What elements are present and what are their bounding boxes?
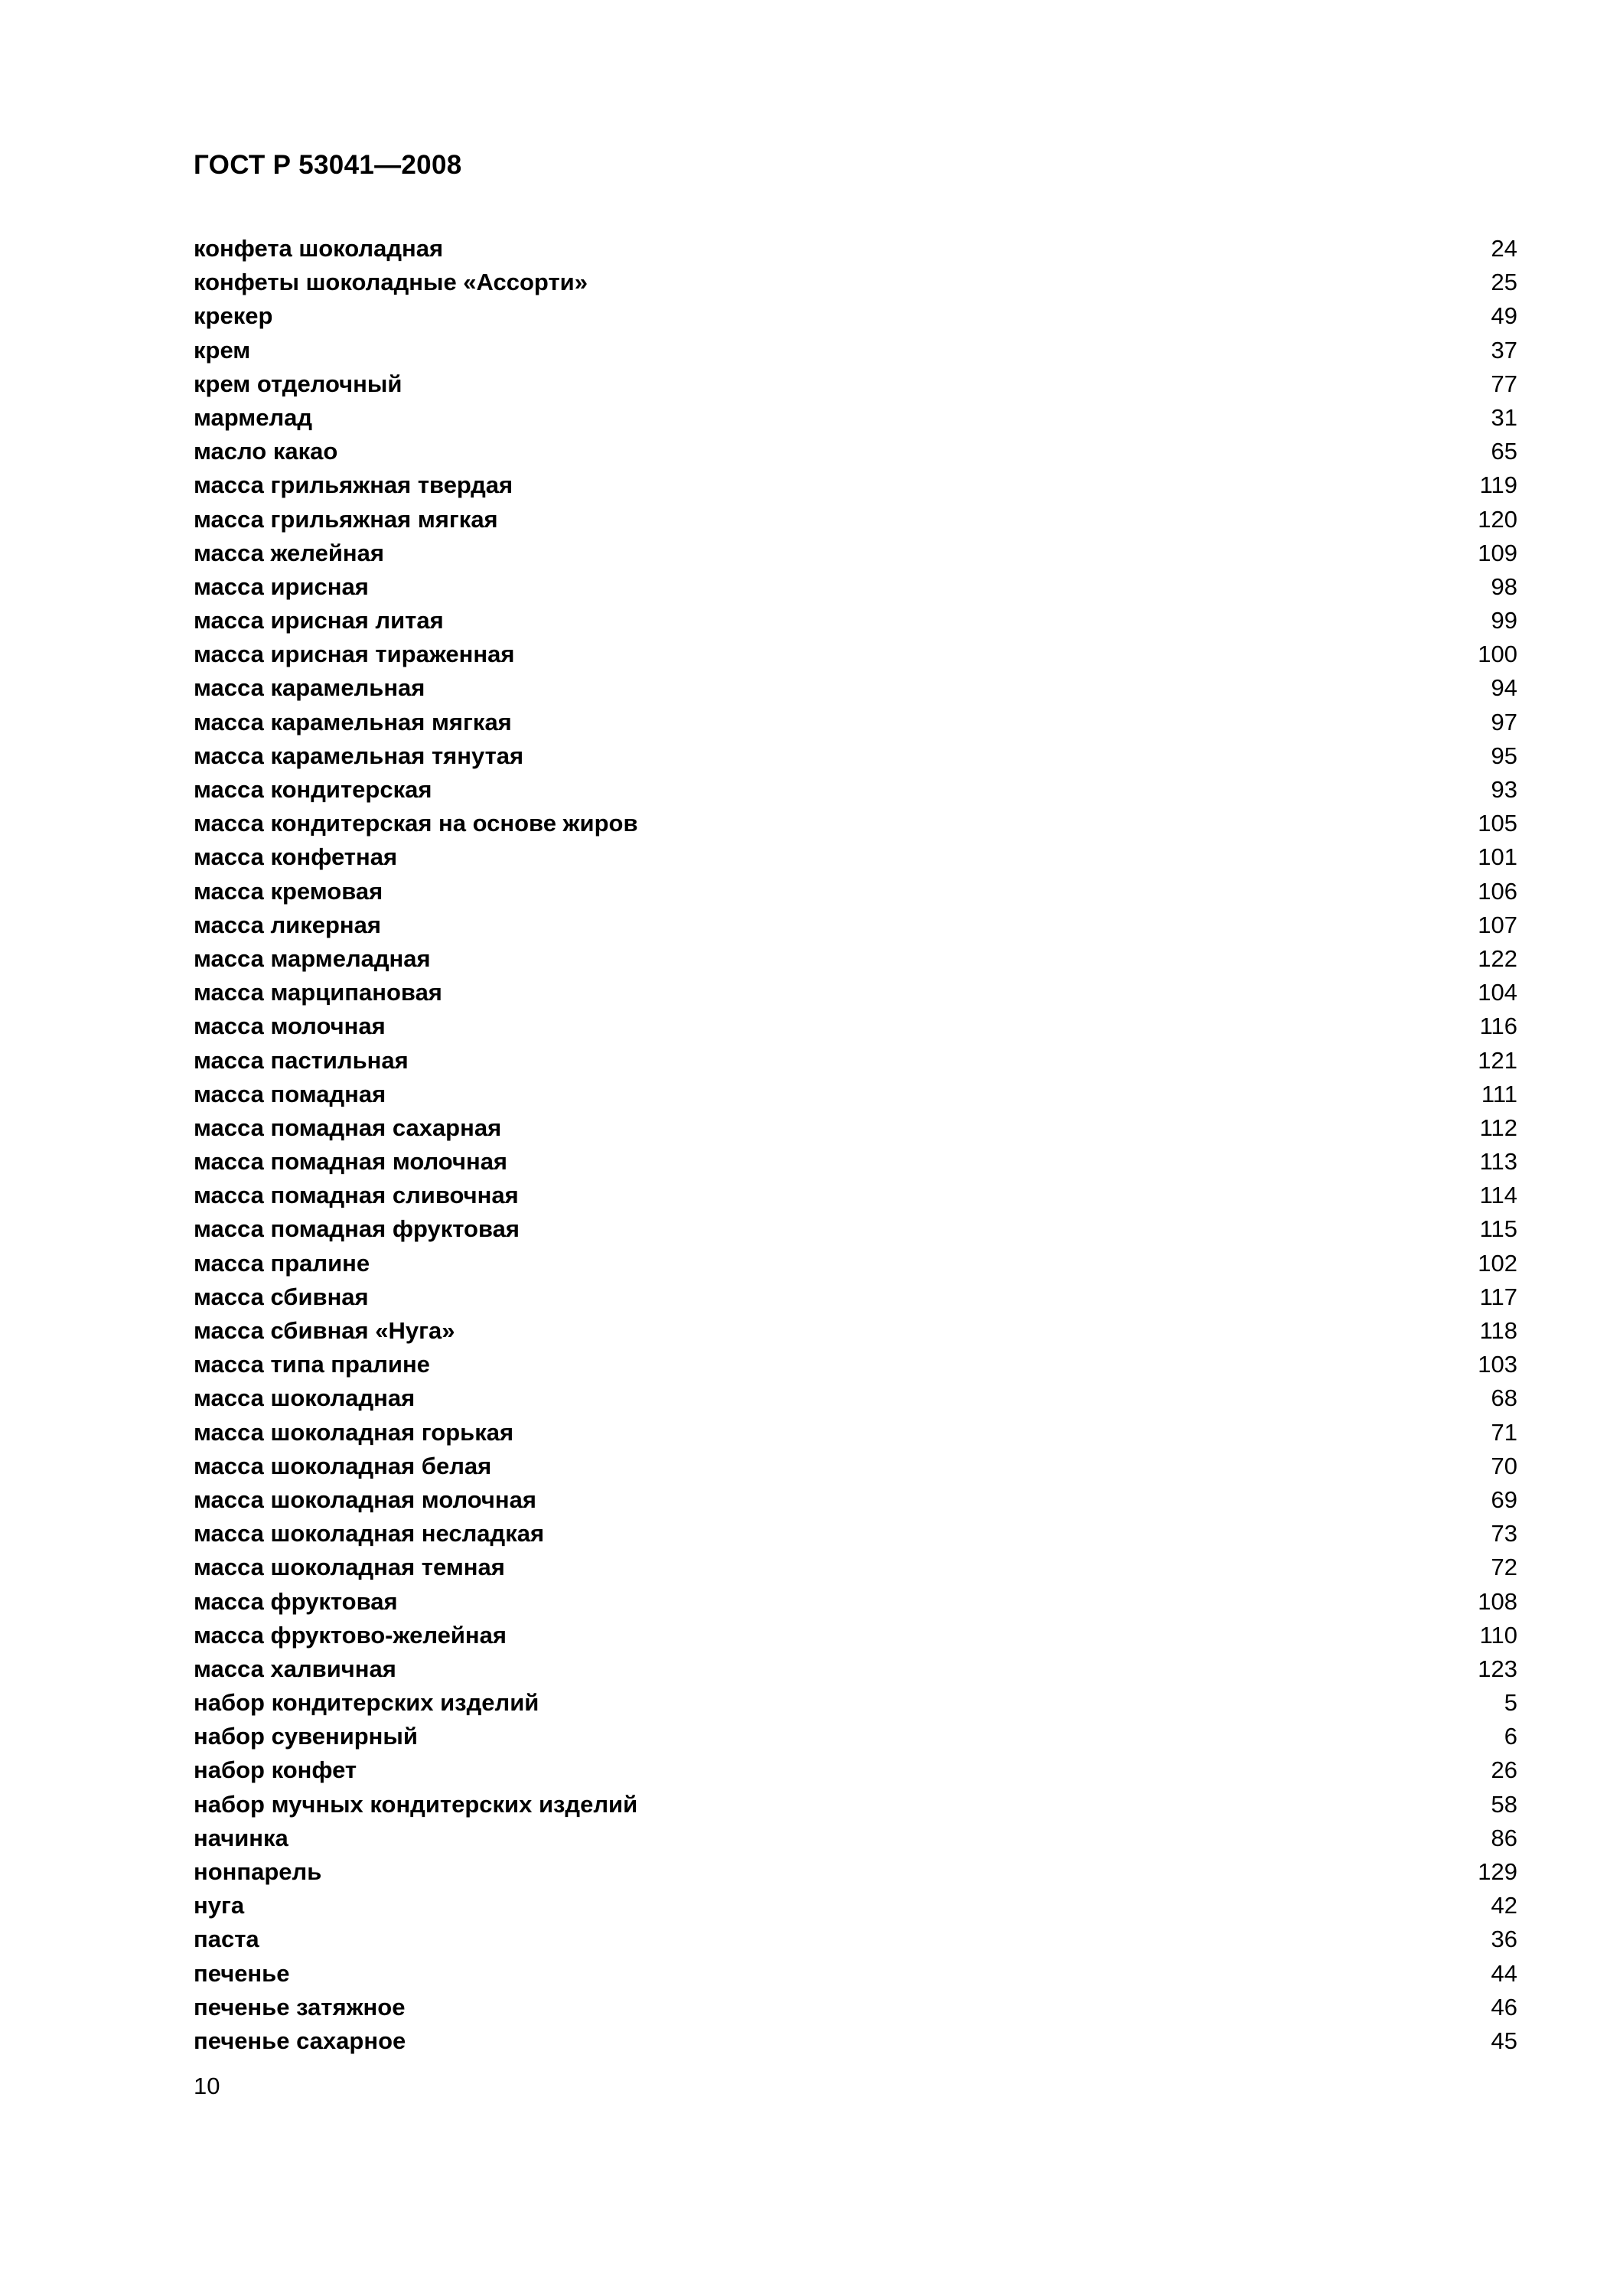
index-term-number: 121 xyxy=(1478,1046,1517,1074)
index-entry-row xyxy=(194,976,1517,1009)
index-term-number: 36 xyxy=(1491,1926,1517,1953)
index-term-number: 45 xyxy=(1491,2027,1517,2054)
index-term: мармелад xyxy=(194,403,313,431)
index-entry-row xyxy=(194,1179,1517,1212)
index-term-number: 117 xyxy=(1479,1283,1517,1310)
index-term: масса пастильная xyxy=(194,1046,409,1074)
index-entry-row xyxy=(194,1381,1517,1415)
index-term-number: 25 xyxy=(1491,269,1517,296)
index-term-number: 26 xyxy=(1491,1756,1517,1784)
term-index-list xyxy=(194,232,1517,2058)
index-term-number: 119 xyxy=(1479,471,1517,499)
index-entry-row xyxy=(194,1957,1517,1991)
index-term-number: 42 xyxy=(1491,1892,1517,1919)
index-term-number: 5 xyxy=(1504,1689,1517,1717)
index-term-number: 46 xyxy=(1491,1993,1517,2020)
index-term: масса кондитерская на основе жиров xyxy=(194,810,638,837)
index-term: масса фруктово-желейная xyxy=(194,1621,507,1649)
index-term-number: 113 xyxy=(1479,1148,1517,1176)
index-entry-row xyxy=(194,875,1517,908)
index-term-number: 24 xyxy=(1491,235,1517,262)
index-term-number: 101 xyxy=(1478,843,1517,871)
index-term: печенье xyxy=(194,1959,290,1987)
index-term: масса желейная xyxy=(194,539,384,566)
index-term-number: 86 xyxy=(1491,1824,1517,1851)
index-term-number: 58 xyxy=(1491,1790,1517,1818)
index-term-number: 77 xyxy=(1491,370,1517,397)
index-entry-row xyxy=(194,1078,1517,1111)
index-term: масса ирисная литая xyxy=(194,607,444,634)
index-entry-row xyxy=(194,671,1517,705)
index-term-number: 31 xyxy=(1491,403,1517,431)
index-term-number: 109 xyxy=(1478,539,1517,566)
index-term-number: 108 xyxy=(1478,1587,1517,1615)
index-term: крем xyxy=(194,336,251,364)
index-entry-row xyxy=(194,1753,1517,1787)
index-term: масса сбивная xyxy=(194,1283,369,1310)
index-entry-row xyxy=(194,1145,1517,1179)
index-entry-row xyxy=(194,638,1517,671)
index-term: масса карамельная тянутая xyxy=(194,742,524,769)
index-term: масса типа пралине xyxy=(194,1351,430,1378)
index-term-number: 100 xyxy=(1478,641,1517,668)
index-term-number: 98 xyxy=(1491,572,1517,600)
index-term-number: 69 xyxy=(1491,1486,1517,1513)
index-term-number: 95 xyxy=(1491,742,1517,769)
index-entry-row xyxy=(194,1889,1517,1923)
index-entry-row xyxy=(194,1247,1517,1280)
index-term-number: 120 xyxy=(1478,505,1517,533)
index-term-number: 118 xyxy=(1479,1317,1517,1344)
index-entry-row xyxy=(194,1280,1517,1314)
index-entry-row xyxy=(194,1111,1517,1145)
index-entry-row xyxy=(194,468,1517,502)
index-term: масса сбивная «Нуга» xyxy=(194,1317,455,1344)
index-entry-row xyxy=(194,299,1517,333)
index-term: набор сувенирный xyxy=(194,1723,418,1750)
index-term: масса ирисная тираженная xyxy=(194,641,515,668)
index-term: крекер xyxy=(194,302,273,330)
index-entry-row xyxy=(194,1720,1517,1753)
index-entry-row xyxy=(194,266,1517,299)
index-term-number: 65 xyxy=(1491,438,1517,465)
index-term: масса молочная xyxy=(194,1013,386,1040)
index-term-number: 37 xyxy=(1491,336,1517,364)
index-term-number: 107 xyxy=(1478,911,1517,938)
index-term: масса помадная сливочная xyxy=(194,1182,519,1209)
index-entry-row xyxy=(194,334,1517,367)
index-term-number: 114 xyxy=(1479,1182,1517,1209)
index-entry-row xyxy=(194,1517,1517,1551)
index-entry-row xyxy=(194,536,1517,570)
index-term-number: 112 xyxy=(1479,1114,1517,1141)
index-term-number: 70 xyxy=(1491,1452,1517,1479)
index-term-number: 103 xyxy=(1478,1351,1517,1378)
index-term: конфеты шоколадные «Ассорти» xyxy=(194,269,588,296)
index-term: печенье сахарное xyxy=(194,2027,406,2054)
index-entry-row xyxy=(194,570,1517,604)
index-term: масса помадная xyxy=(194,1080,386,1107)
index-entry-row xyxy=(194,1212,1517,1246)
index-entry-row xyxy=(194,1991,1517,2024)
index-entry-row xyxy=(194,1652,1517,1686)
index-entry-row xyxy=(194,1009,1517,1043)
index-entry-row xyxy=(194,2024,1517,2058)
index-term: масса шоколадная несладкая xyxy=(194,1520,545,1548)
index-entry-row xyxy=(194,1788,1517,1821)
index-entry-row xyxy=(194,1619,1517,1652)
index-term: масса ликерная xyxy=(194,911,381,938)
index-term: набор мучных кондитерских изделий xyxy=(194,1790,638,1818)
index-term-number: 106 xyxy=(1478,877,1517,905)
index-term-number: 104 xyxy=(1478,979,1517,1006)
index-term: масса помадная молочная xyxy=(194,1148,508,1176)
index-term-number: 122 xyxy=(1478,944,1517,972)
index-entry-row xyxy=(194,401,1517,435)
index-term: масса марципановая xyxy=(194,979,442,1006)
index-term: масса шоколадная молочная xyxy=(194,1486,536,1513)
index-term: масса карамельная мягкая xyxy=(194,708,512,735)
index-entry-row xyxy=(194,1416,1517,1450)
index-entry-row xyxy=(194,1686,1517,1720)
index-entry-row xyxy=(194,232,1517,266)
index-term: масса халвичная xyxy=(194,1655,396,1682)
index-term: масса кондитерская xyxy=(194,776,432,803)
index-term-number: 115 xyxy=(1479,1215,1517,1243)
index-entry-row xyxy=(194,706,1517,739)
index-entry-row xyxy=(194,1348,1517,1381)
index-entry-row xyxy=(194,1314,1517,1348)
index-entry-row xyxy=(194,1044,1517,1078)
index-term: крем отделочный xyxy=(194,370,402,397)
index-term: набор конфет xyxy=(194,1756,357,1784)
index-term: масса шоколадная белая xyxy=(194,1452,492,1479)
index-entry-row xyxy=(194,1483,1517,1517)
index-term: масса ирисная xyxy=(194,572,369,600)
index-term-number: 93 xyxy=(1491,776,1517,803)
index-term-number: 105 xyxy=(1478,810,1517,837)
index-term: набор кондитерских изделий xyxy=(194,1689,539,1717)
index-term-number: 111 xyxy=(1481,1080,1517,1107)
index-term: масса помадная сахарная xyxy=(194,1114,502,1141)
index-term: масса конфетная xyxy=(194,843,398,871)
index-term-number: 129 xyxy=(1478,1858,1517,1885)
index-term: масса грильяжная твердая xyxy=(194,471,513,499)
index-entry-row xyxy=(194,1855,1517,1889)
index-entry-row xyxy=(194,435,1517,468)
index-term: масса пралине xyxy=(194,1249,370,1277)
index-term: масса грильяжная мягкая xyxy=(194,505,498,533)
index-term: масса шоколадная темная xyxy=(194,1554,505,1581)
index-term: масса карамельная xyxy=(194,674,425,702)
index-entry-row xyxy=(194,1585,1517,1619)
index-entry-row xyxy=(194,773,1517,807)
index-term: масса мармеладная xyxy=(194,944,431,972)
index-entry-row xyxy=(194,604,1517,638)
index-term: масса кремовая xyxy=(194,877,383,905)
index-term-number: 49 xyxy=(1491,302,1517,330)
index-term: масло какао xyxy=(194,438,338,465)
index-term: масса шоколадная xyxy=(194,1384,416,1412)
index-entry-row xyxy=(194,739,1517,773)
index-entry-row xyxy=(194,503,1517,536)
index-term: печенье затяжное xyxy=(194,1993,406,2020)
index-entry-row xyxy=(194,807,1517,840)
index-entry-row xyxy=(194,1923,1517,1956)
index-term-number: 44 xyxy=(1491,1959,1517,1987)
document-header: ГОСТ Р 53041—2008 xyxy=(194,150,462,180)
index-term-number: 97 xyxy=(1491,708,1517,735)
index-term: нуга xyxy=(194,1892,245,1919)
index-entry-row xyxy=(194,367,1517,401)
index-term-number: 6 xyxy=(1504,1723,1517,1750)
index-term-number: 71 xyxy=(1491,1418,1517,1446)
index-term-number: 94 xyxy=(1491,674,1517,702)
index-term: нонпарель xyxy=(194,1858,322,1885)
index-term: начинка xyxy=(194,1824,288,1851)
index-term: масса фруктовая xyxy=(194,1587,398,1615)
index-term-number: 73 xyxy=(1491,1520,1517,1548)
index-term-number: 68 xyxy=(1491,1384,1517,1412)
index-entry-row xyxy=(194,908,1517,942)
index-term-number: 99 xyxy=(1491,607,1517,634)
index-term: конфета шоколадная xyxy=(194,235,444,262)
index-term-number: 72 xyxy=(1491,1554,1517,1581)
index-term-number: 110 xyxy=(1479,1621,1517,1649)
index-entry-row xyxy=(194,942,1517,976)
index-term-number: 116 xyxy=(1479,1013,1517,1040)
index-term: масса помадная фруктовая xyxy=(194,1215,520,1243)
index-term: паста xyxy=(194,1926,259,1953)
index-entry-row xyxy=(194,1450,1517,1483)
page-number: 10 xyxy=(194,2073,220,2099)
index-entry-row xyxy=(194,840,1517,874)
index-term: масса шоколадная горькая xyxy=(194,1418,514,1446)
index-term-number: 102 xyxy=(1478,1249,1517,1277)
index-entry-row xyxy=(194,1821,1517,1855)
index-term-number: 123 xyxy=(1478,1655,1517,1682)
index-entry-row xyxy=(194,1551,1517,1584)
